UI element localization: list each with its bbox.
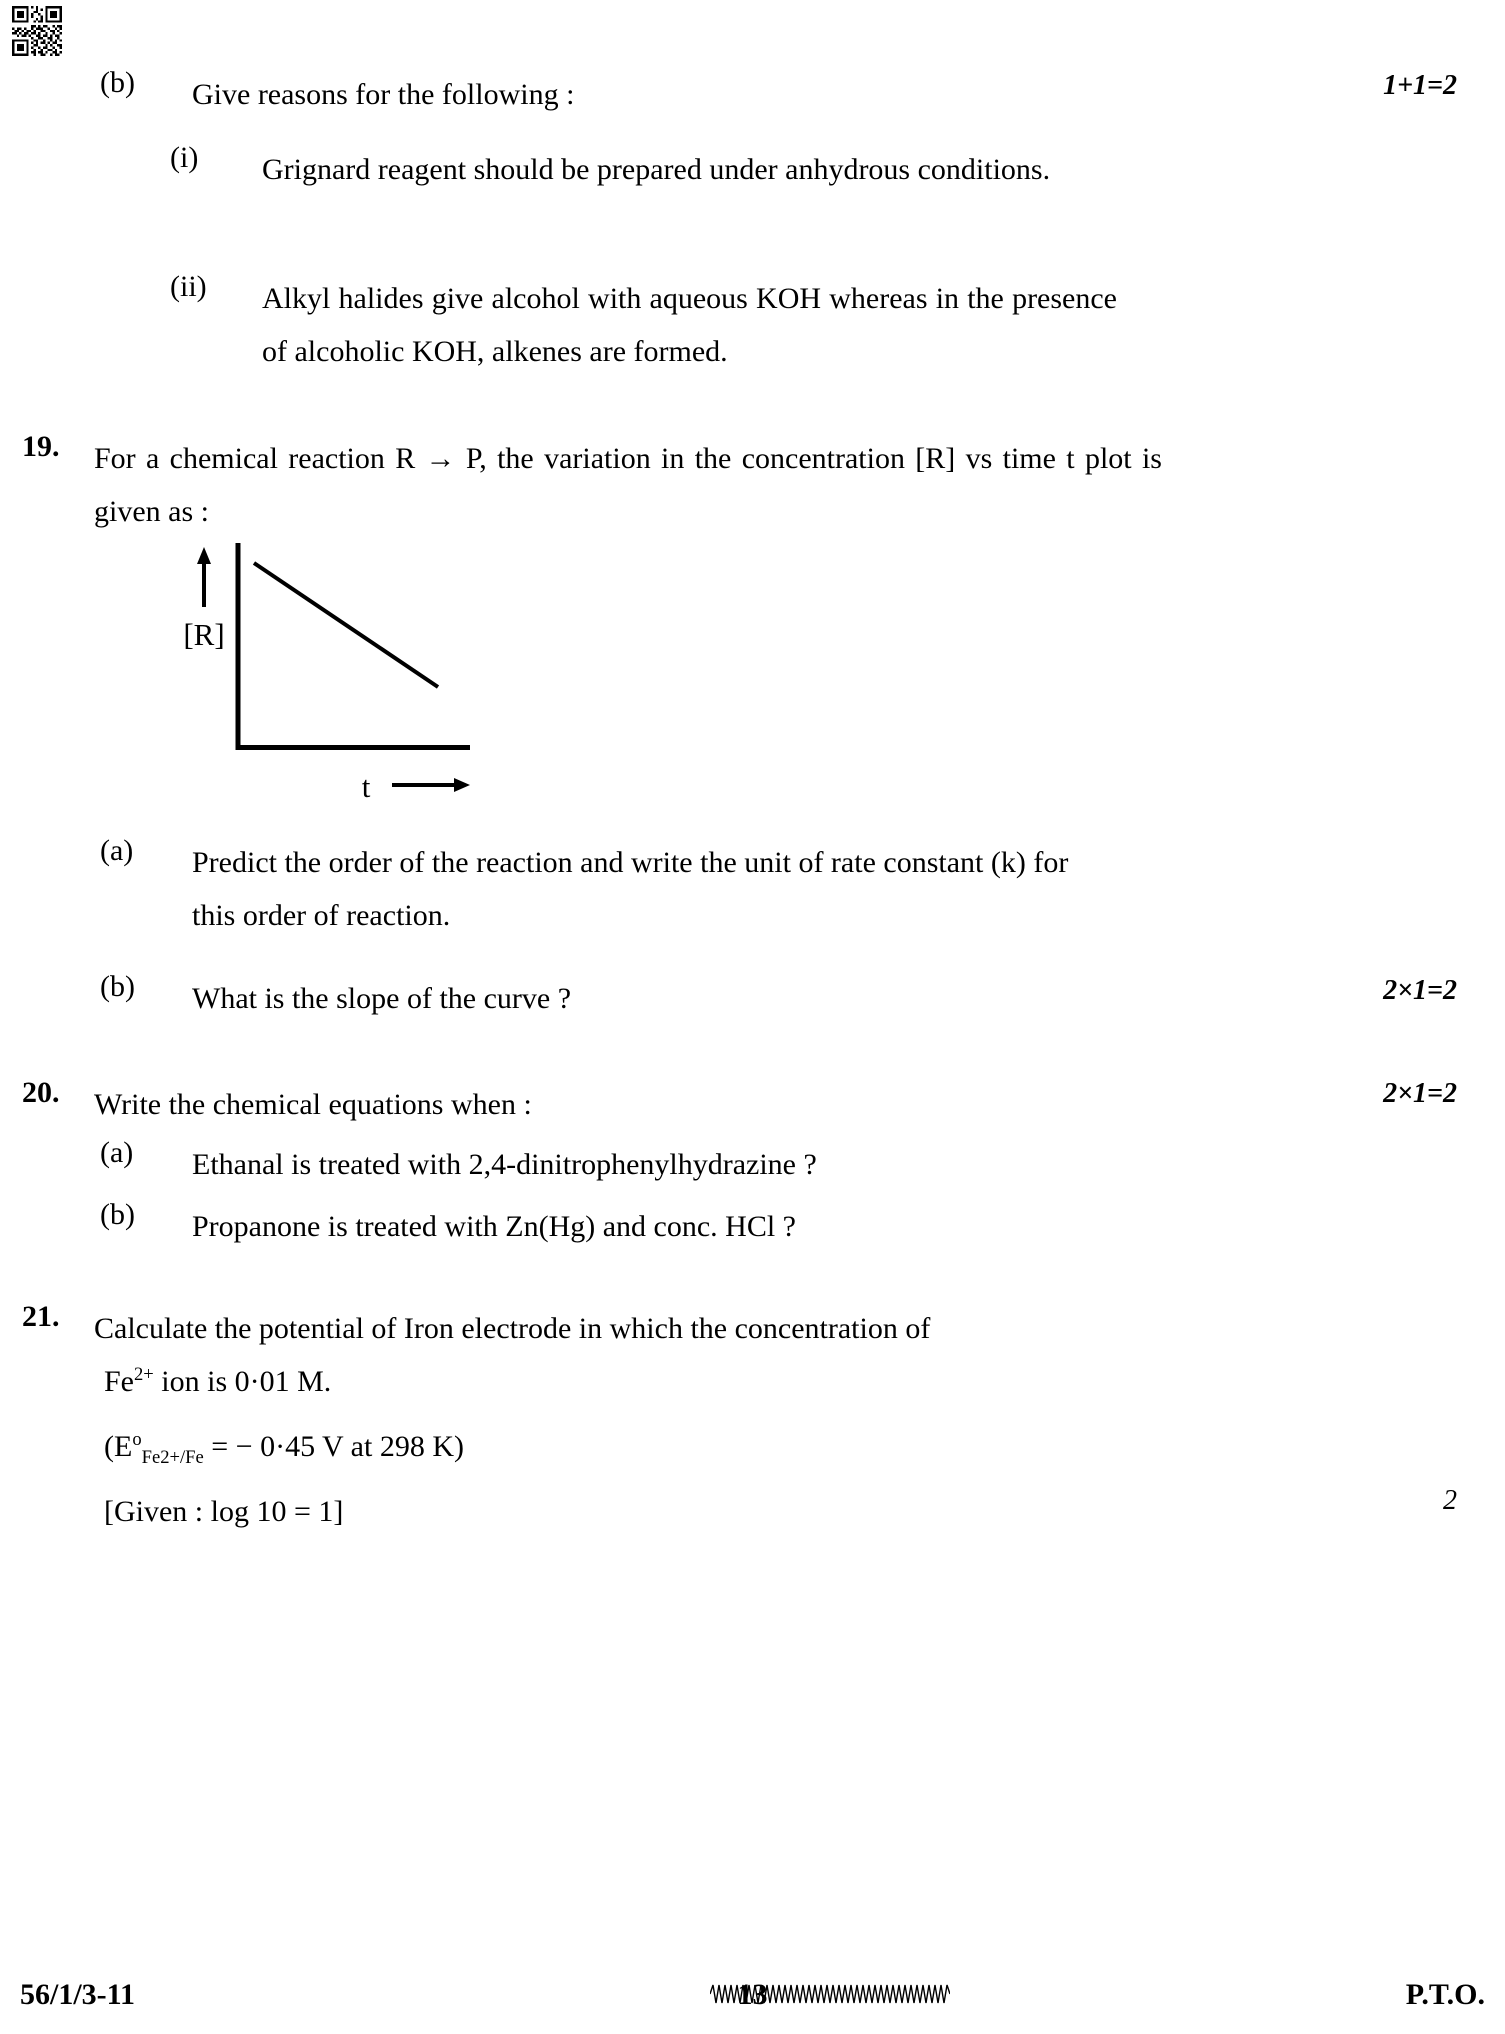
question-21-line4: [Given : log 10 = 1] [104,1495,344,1528]
sub-item-text-20b: Propanone is treated with Zn(Hg) and conc. HCl ? [192,1210,796,1243]
paper-code: 56/1/3-11 [20,1978,136,2011]
question-21-potential-value: = − 0·45 V at 298 K) [203,1430,464,1463]
sub-item-label-ii: (ii) [170,270,207,303]
question-21-fe-charge: 2+ [134,1364,154,1385]
sub-item-text-19b: What is the slope of the curve ? [192,982,572,1015]
page-number: 13 [737,1978,768,2011]
question-20-sub-b [100,1200,1110,1253]
question-20-row [22,1078,1162,1131]
question-21-line3 [104,1420,464,1473]
sub-item-text-20a: Ethanal is treated with 2,4-dinitrophenylhydrazine ? [192,1148,817,1181]
question-b-sub-i [170,143,1120,196]
question-19-sub-b [100,972,1110,1025]
decorative-wave-divider [710,1982,950,2006]
pto-note: P.T.O. [1405,1978,1485,2011]
question-19-row [22,432,1162,538]
sub-item-label-19a: (a) [100,834,134,867]
sub-item-text-ii: Alkyl halides give alcohol with aqueous KOH whereas in the presence of alcoholic KOH, alkenes are formed. [262,282,1117,368]
sub-item-label-19b: (b) [100,970,135,1003]
question-19-sub-a [100,836,1110,942]
question-21-number: 21. [22,1300,60,1333]
question-b-label: (b) [100,66,135,99]
question-21-fe-symbol: Fe [104,1365,134,1398]
question-b-text: Give reasons for the following : [192,78,575,111]
question-21-line2 [104,1355,331,1408]
sub-item-label-20b: (b) [100,1198,135,1231]
question-20-sub-a [100,1138,1110,1191]
mark-question-19: 2×1=2 [1383,975,1457,1006]
question-21-couple-subscript: Fe2+/Fe [141,1447,204,1468]
question-21-line1: Calculate the potential of Iron electrode in which the concentration of [94,1312,931,1345]
concentration-vs-time-graph [170,535,590,825]
mark-question-20: 2×1=2 [1383,1078,1457,1109]
question-20-stem: Write the chemical equations when : [94,1088,532,1121]
question-21-row [22,1302,1162,1355]
qr-code-icon [12,6,62,56]
mark-question-b: 1+1=2 [1383,70,1457,101]
sub-item-label-i: (i) [170,141,199,174]
sub-item-text-19a: Predict the order of the reaction and write the unit of rate constant (k) for this order of reaction. [192,846,1069,932]
question-b-sub-ii [170,272,1120,378]
sub-item-label-20a: (a) [100,1136,134,1169]
question-21-concentration: ion is 0·01 M. [153,1365,332,1398]
graph-x-axis-label: t [361,769,371,804]
question-20-number: 20. [22,1076,60,1109]
sub-item-text-i: Grignard reagent should be prepared under anhydrous conditions. [262,153,1051,186]
graph-y-axis-label: [R] [183,617,225,652]
question-19-stem: For a chemical reaction R → P, the variation in the concentration [R] vs time t plot is given as : [94,442,1162,528]
question-21-e-symbol: (E [104,1430,133,1463]
question-21-standard-superscript: o [132,1429,142,1450]
mark-question-21: 2 [1443,1485,1457,1516]
page-footer [0,1968,1505,2012]
question-19-number: 19. [22,430,60,463]
question-b-row [100,68,1100,121]
